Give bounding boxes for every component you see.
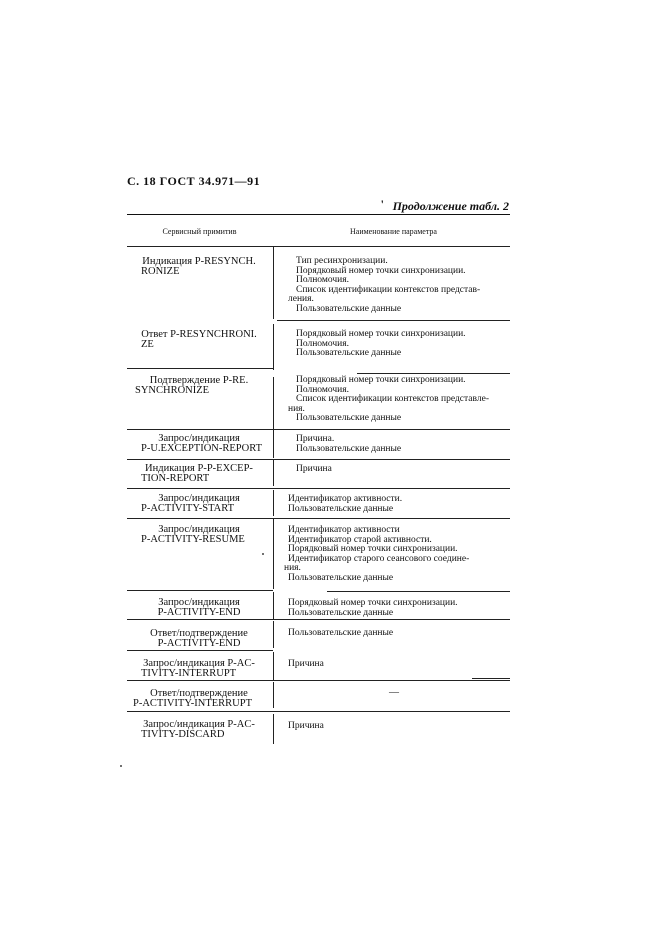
col-divider — [273, 490, 274, 516]
table-row — [131, 659, 267, 679]
table-row — [131, 257, 267, 277]
table-row — [131, 598, 267, 618]
continuation-text: Продолжение табл. 2 — [392, 199, 509, 213]
param-line: Пользовательские данные — [288, 572, 394, 583]
params-cell — [288, 435, 510, 454]
param-line: Полномочия. — [296, 384, 350, 395]
params-cell — [288, 660, 510, 670]
param-line: Пользовательские данные — [296, 348, 402, 359]
param-line: Пользовательские данные — [288, 503, 394, 514]
primitive-line: TION-REPORT — [141, 473, 210, 484]
param-line: Причина — [288, 659, 324, 669]
params-cell — [288, 599, 510, 618]
param-line: ния. — [284, 563, 301, 574]
param-line: Причина — [296, 464, 332, 474]
primitive-line: Запрос/индикация P-AC- — [143, 719, 255, 730]
row-rule — [277, 320, 510, 321]
primitive-line: Запрос/индикация — [158, 433, 240, 444]
param-line: Идентификатор активности. — [288, 494, 403, 504]
scan-speck — [262, 553, 264, 555]
continuation-mark: ' — [380, 197, 384, 211]
table-row — [131, 689, 267, 709]
primitive-line: P-ACTIVITY-END — [157, 638, 241, 649]
col-divider — [273, 246, 274, 319]
param-line: Идентификатор старой активности. — [288, 534, 432, 545]
primitive-line: P-ACTIVITY-END — [157, 607, 241, 618]
primitive-line: Индикация P-RESYNCH. — [142, 256, 256, 267]
row-rule — [357, 373, 510, 374]
params-cell — [288, 722, 510, 732]
primitive-line: Запрос/индикация — [158, 493, 240, 504]
col-divider — [273, 621, 274, 648]
col-divider — [273, 324, 274, 370]
row-rule — [127, 590, 273, 591]
param-line: Пользовательские данные — [296, 443, 402, 454]
empty-dash: — — [389, 687, 399, 698]
table-row — [131, 494, 267, 514]
param-line: Порядковый номер точки синхронизации. — [288, 598, 458, 608]
params-cell — [284, 525, 510, 584]
row-rule — [127, 711, 510, 712]
header-rule — [127, 246, 510, 247]
param-line: Порядковый номер точки синхронизации. — [288, 544, 458, 555]
page-header: C. 18 ГОСТ 34.971—91 — [127, 174, 261, 188]
primitive-line: Запрос/индикация — [158, 597, 240, 608]
scan-speck — [120, 765, 122, 767]
col-divider — [273, 714, 274, 744]
param-line: ления. — [288, 294, 314, 305]
primitive-line: Индикация P-P-EXCEP- — [145, 463, 253, 474]
table-continuation-label — [380, 197, 509, 214]
param-line: Пользовательские данные — [288, 628, 394, 638]
primitive-line: P-U.EXCEPTION-REPORT — [141, 443, 262, 454]
col-header-parameter: Наименование параметра — [350, 227, 437, 236]
table-row — [131, 720, 267, 740]
param-line: Пользовательские данные — [296, 413, 402, 424]
primitive-line: SYNCHRONIZE — [135, 385, 210, 396]
primitive-line: P-ACTIVITY-INTERRUPT — [133, 698, 252, 709]
params-cell — [288, 376, 510, 424]
col-divider — [273, 430, 274, 458]
param-line: Порядковый номер точки синхронизации. — [296, 265, 466, 276]
table-header-row — [127, 214, 510, 246]
row-rule — [127, 459, 510, 460]
row-rule — [127, 488, 510, 489]
col-divider — [273, 592, 274, 619]
primitive-line: P-ACTIVITY-RESUME — [141, 534, 245, 545]
table-row — [131, 525, 267, 545]
params-cell — [288, 629, 510, 639]
primitive-line: Ответ P-RESYNCHRONI. — [141, 329, 257, 340]
param-line: Идентификатор активности — [288, 525, 400, 535]
primitive-line: RONIZE — [141, 266, 180, 277]
row-rule — [472, 678, 510, 679]
primitive-line: P-ACTIVITY-START — [141, 503, 235, 514]
params-cell — [288, 465, 510, 475]
param-line: Причина. — [296, 434, 335, 444]
param-line: Причина — [288, 721, 324, 731]
table-row — [131, 464, 267, 484]
primitive-line: Ответ/подтверждение — [150, 688, 248, 699]
param-line: Порядковый номер точки синхронизации. — [296, 329, 466, 339]
primitive-line: ZE — [141, 339, 154, 350]
row-rule — [127, 650, 273, 651]
row-rule — [327, 591, 510, 592]
param-line: Тип ресинхронизации. — [296, 256, 388, 266]
param-line: Полномочия. — [296, 338, 350, 349]
col-header-primitive: Сервисный примитив — [162, 227, 237, 236]
row-rule — [127, 619, 510, 620]
primitive-line: Запрос/индикация P-AC- — [143, 658, 255, 669]
col-divider — [273, 460, 274, 486]
primitive-line: Ответ/подтверждение — [150, 628, 248, 639]
param-line: Список идентификации контекстов представ- — [296, 284, 481, 295]
col-divider — [273, 682, 274, 708]
primitive-line: TIVITY-INTERRUPT — [141, 668, 237, 679]
table-row — [131, 434, 267, 454]
table-row — [131, 376, 267, 396]
table-row — [131, 629, 267, 649]
param-line: Список идентификации контекстов представле- — [296, 394, 489, 405]
row-rule — [127, 368, 273, 369]
params-cell — [288, 257, 510, 315]
params-cell — [288, 330, 510, 359]
row-rule — [127, 518, 510, 519]
param-line: Идентификатор старого сеансового соедине- — [288, 553, 470, 564]
params-cell — [288, 495, 510, 514]
param-line: Полномочия. — [296, 275, 350, 286]
row-rule — [127, 429, 510, 430]
param-line: Пользовательские данные — [296, 303, 402, 314]
param-line: Порядковый номер точки синхронизации. — [296, 375, 466, 385]
primitive-line: Запрос/индикация — [158, 524, 240, 535]
row-rule — [127, 680, 510, 681]
col-divider — [273, 652, 274, 680]
param-line: Пользовательские данные — [288, 607, 394, 618]
param-line: ния. — [288, 403, 305, 414]
table-row — [131, 330, 267, 350]
primitive-line: Подтверждение P-RE. — [149, 375, 249, 386]
primitive-line: TIVITY-DISCARD — [141, 729, 225, 740]
col-divider — [273, 519, 274, 589]
